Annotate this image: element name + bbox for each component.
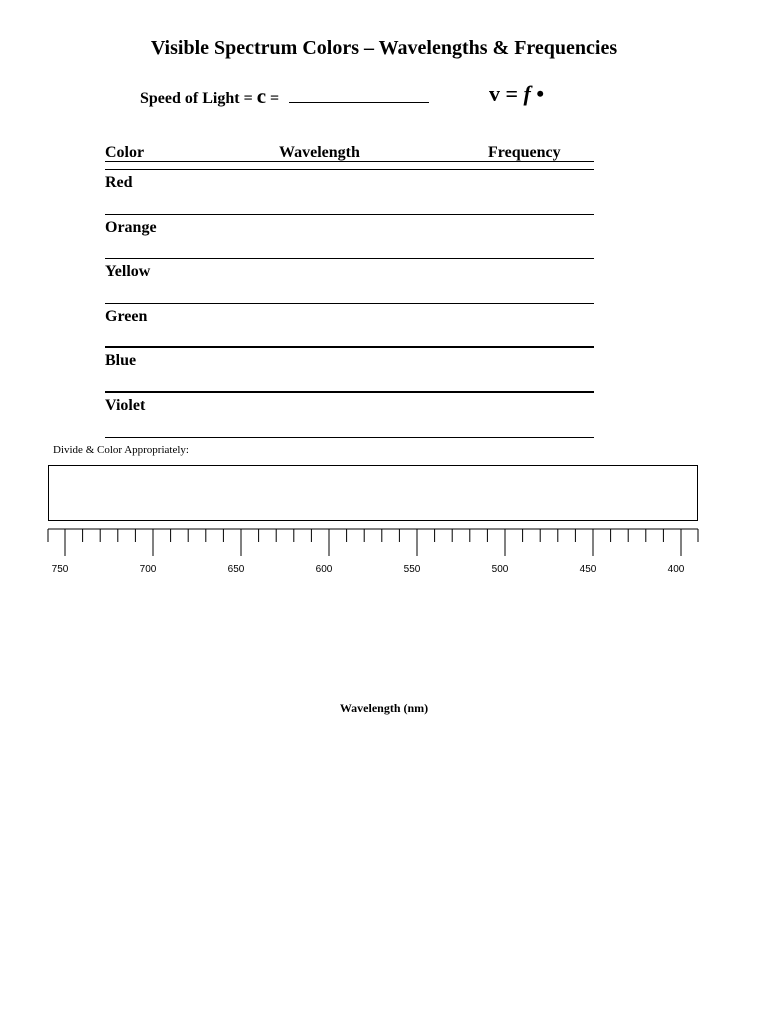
row-label: Blue bbox=[105, 352, 137, 370]
axis-label: Wavelength (nm) bbox=[339, 701, 429, 715]
header-rule bbox=[105, 161, 594, 170]
page-title: Visible Spectrum Colors – Wavelengths & Frequencies bbox=[150, 37, 618, 59]
row-label: Orange bbox=[105, 218, 157, 236]
header-wavelength: Wavelength bbox=[279, 144, 360, 161]
speed-of-light-line bbox=[140, 84, 429, 109]
tick-label: 650 bbox=[227, 564, 245, 575]
formula-dot: • bbox=[530, 81, 545, 106]
speed-of-light-blank[interactable] bbox=[289, 88, 429, 103]
table-row[interactable] bbox=[105, 170, 594, 215]
table-row[interactable] bbox=[105, 393, 594, 438]
row-label: Green bbox=[105, 307, 148, 325]
table-row[interactable] bbox=[105, 259, 594, 304]
speed-of-light-symbol: c bbox=[256, 84, 267, 108]
wave-formula bbox=[489, 81, 544, 107]
table-row[interactable] bbox=[105, 215, 594, 260]
tick-label: 700 bbox=[139, 564, 157, 575]
formula-f: f bbox=[523, 81, 531, 106]
tick-label: 600 bbox=[315, 564, 333, 575]
table-row[interactable] bbox=[105, 304, 594, 349]
row-label: Red bbox=[105, 174, 133, 191]
tick-label: 550 bbox=[403, 564, 421, 575]
tick-label: 750 bbox=[51, 564, 69, 575]
row-label: Violet bbox=[105, 396, 146, 414]
header-frequency: Frequency bbox=[488, 144, 561, 161]
formula-v: v bbox=[489, 81, 500, 106]
table-header bbox=[105, 144, 594, 161]
header-color: Color bbox=[105, 144, 145, 161]
tick-label: 400 bbox=[667, 564, 685, 575]
speed-of-light-label: Speed of Light = bbox=[140, 90, 257, 107]
instruction-text: Divide & Color Appropriately: bbox=[53, 444, 189, 456]
color-table bbox=[105, 144, 594, 438]
formula-equals: = bbox=[500, 81, 524, 106]
speed-of-light-equals: = bbox=[266, 90, 284, 107]
table-rows bbox=[105, 170, 594, 438]
tick-label: 450 bbox=[579, 564, 597, 575]
row-label: Yellow bbox=[105, 263, 151, 281]
spectrum-coloring-box[interactable] bbox=[48, 465, 698, 521]
table-row[interactable] bbox=[105, 348, 594, 393]
tick-label: 500 bbox=[491, 564, 509, 575]
wavelength-ruler bbox=[0, 520, 768, 580]
